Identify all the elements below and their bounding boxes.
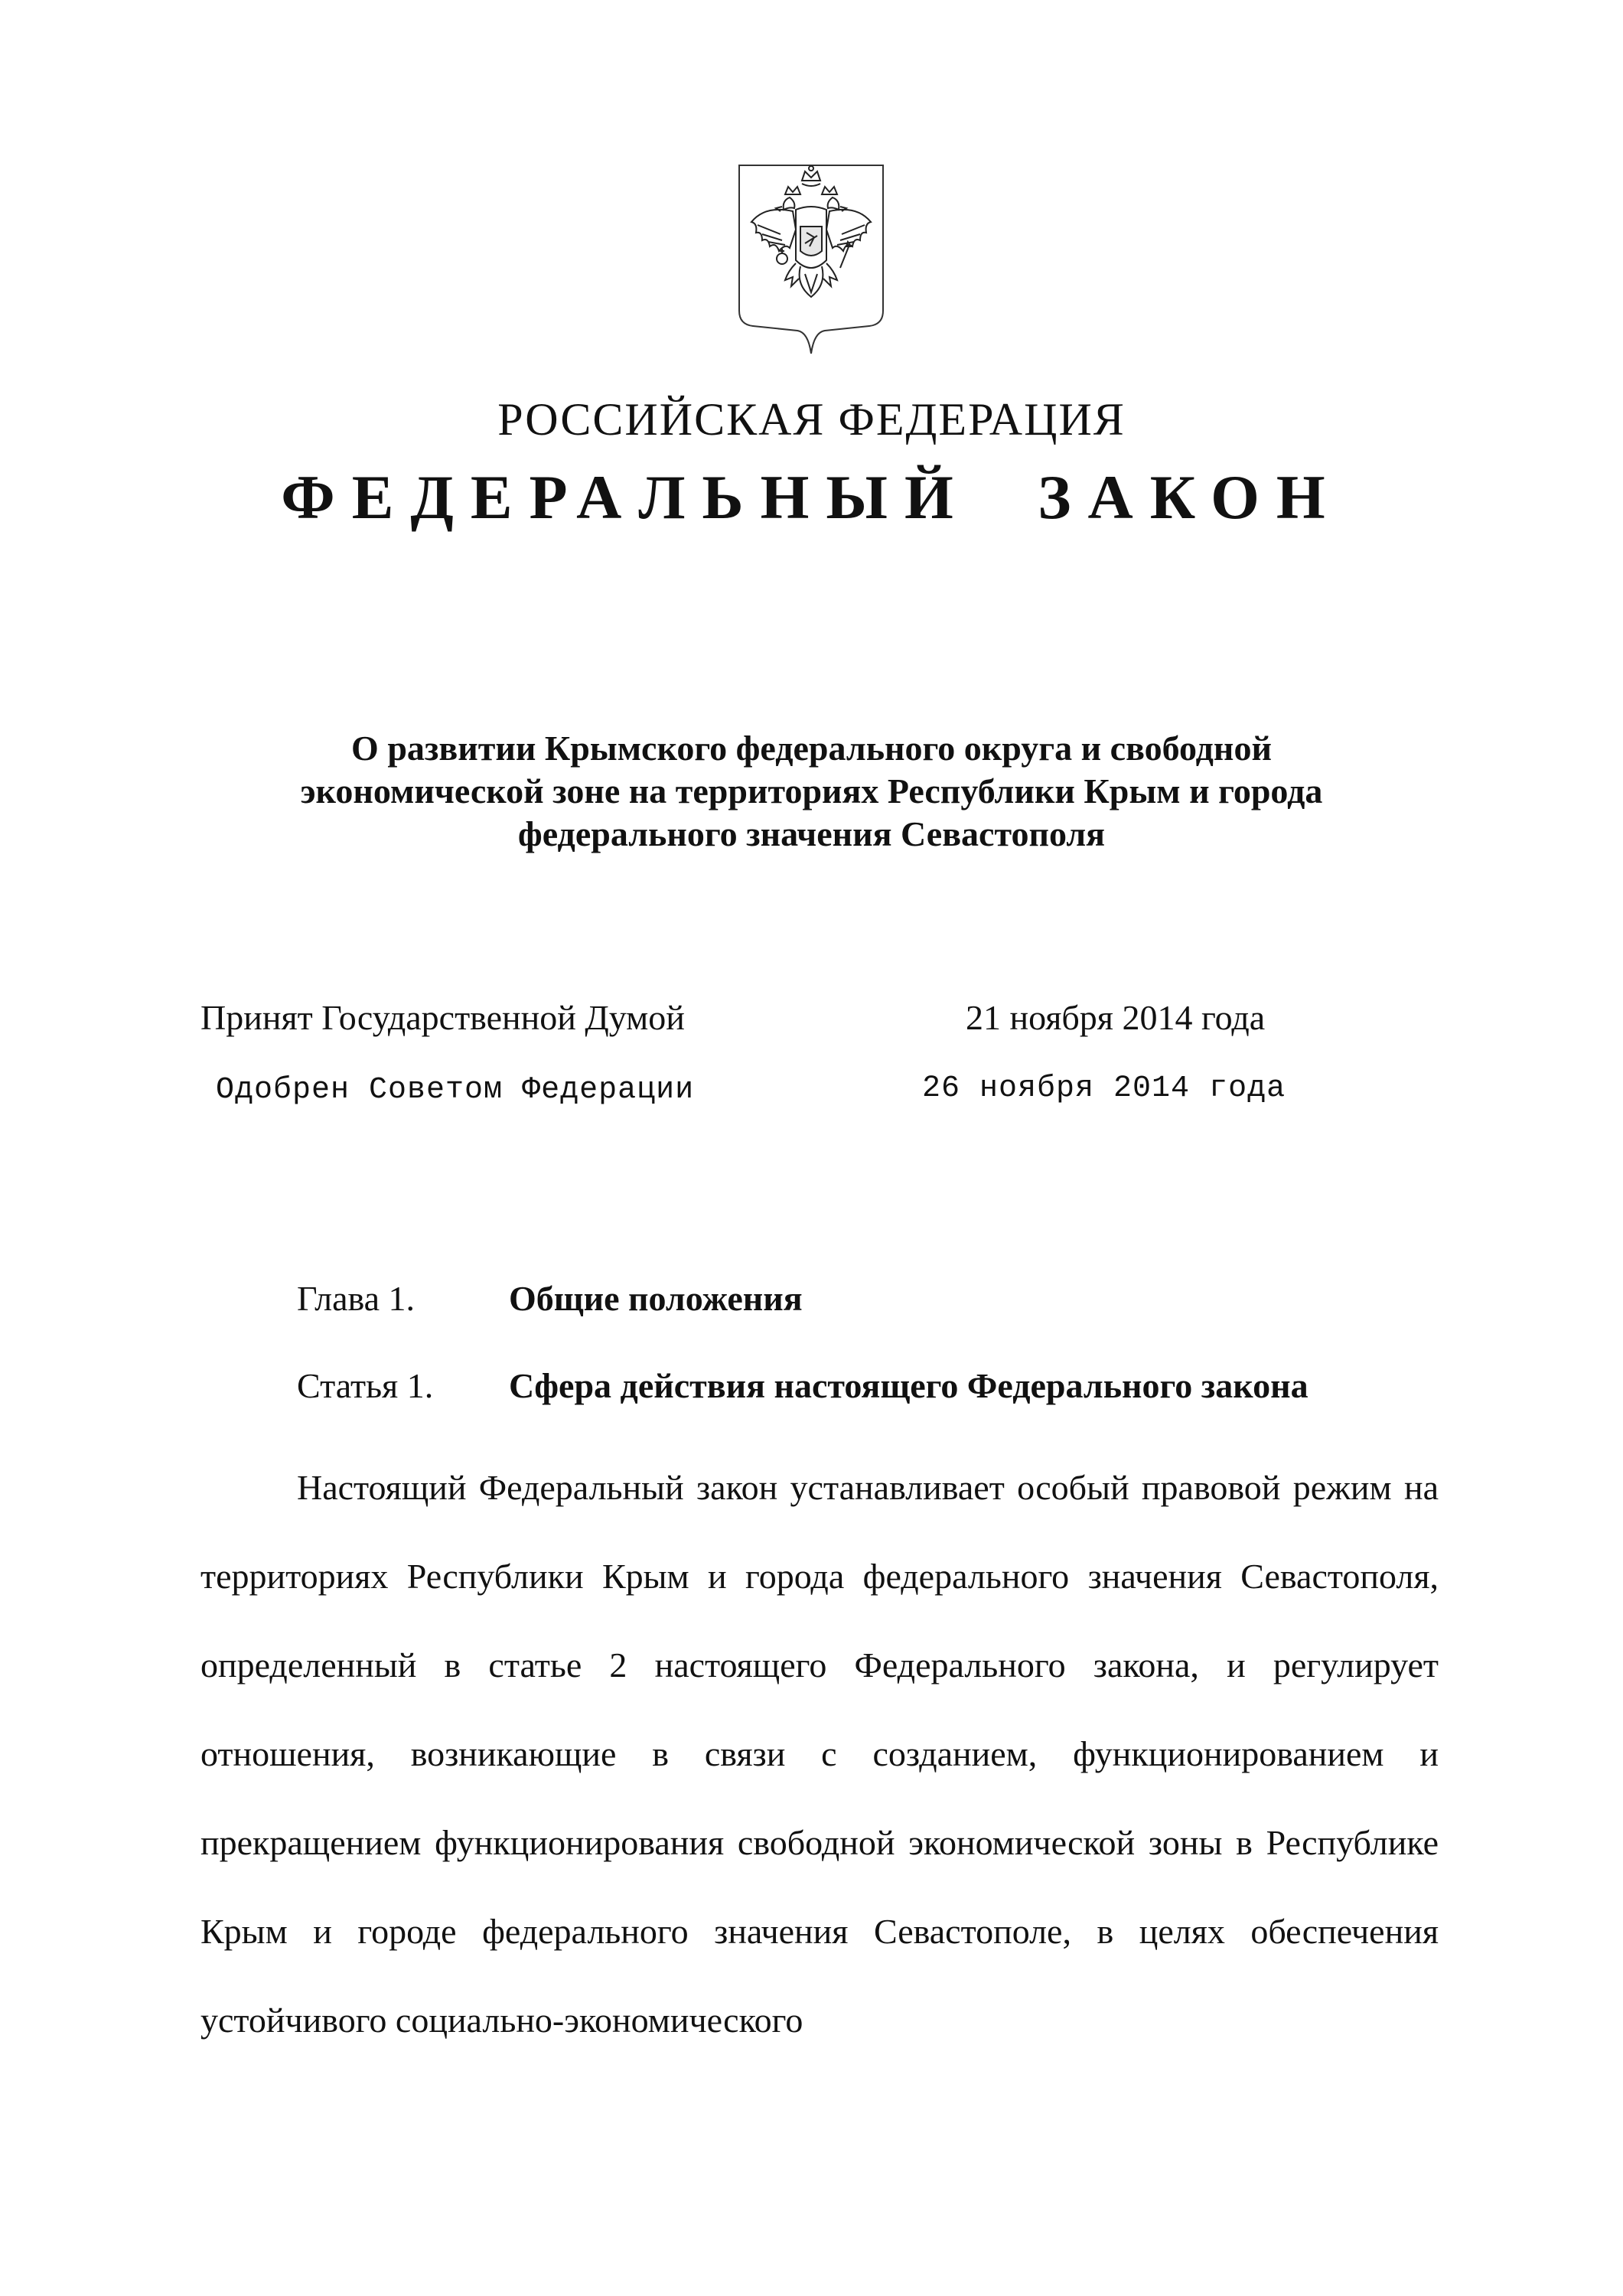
adoption-date-duma: 21 ноября 2014 года xyxy=(966,998,1266,1037)
chapter-name: Общие положения xyxy=(509,1279,803,1318)
country-heading: РОССИЙСКАЯ ФЕДЕРАЦИЯ xyxy=(497,394,1126,445)
law-type-heading: ФЕДЕРАЛЬНЫЙ ЗАКОН xyxy=(281,462,1342,532)
article-name: Сфера действия настоящего Федерального закона xyxy=(509,1366,1309,1405)
article-paragraph: Настоящий Федеральный закон устанавливает особый правовой режим на территориях Республики Крым и города федерального значения Севастополя, определенный в статье 2 настоящего Федерального закона, и регулирует отношения, возникающие в связи с созданием, функционированием и прекращением функционирования свободной экономической зоны в Республике Крым и городе федерального значения Севастополе, в целях обеспечения устойчивого социально-экономического xyxy=(200,1468,1439,2040)
chapter-heading xyxy=(0,1272,1623,1326)
article-label: Статья 1. xyxy=(297,1366,434,1405)
law-title-line: экономической зоне на территориях Республики Крым и города xyxy=(300,771,1323,810)
law-title-line: федерального значения Севастополя xyxy=(517,814,1106,853)
law-title xyxy=(199,727,1424,856)
law-title-line: О развитии Крымского федерального округа и свободной xyxy=(351,729,1272,768)
article-heading xyxy=(0,1359,1623,1413)
adoption-date-council: 26 ноября 2014 года xyxy=(922,1071,1286,1106)
adoption-label-council: Одобрен Советом Федерации xyxy=(216,1073,695,1107)
coat-of-arms-icon xyxy=(735,161,888,361)
chapter-label: Глава 1. xyxy=(297,1279,416,1318)
adoption-label-duma: Принят Государственной Думой xyxy=(200,998,685,1037)
